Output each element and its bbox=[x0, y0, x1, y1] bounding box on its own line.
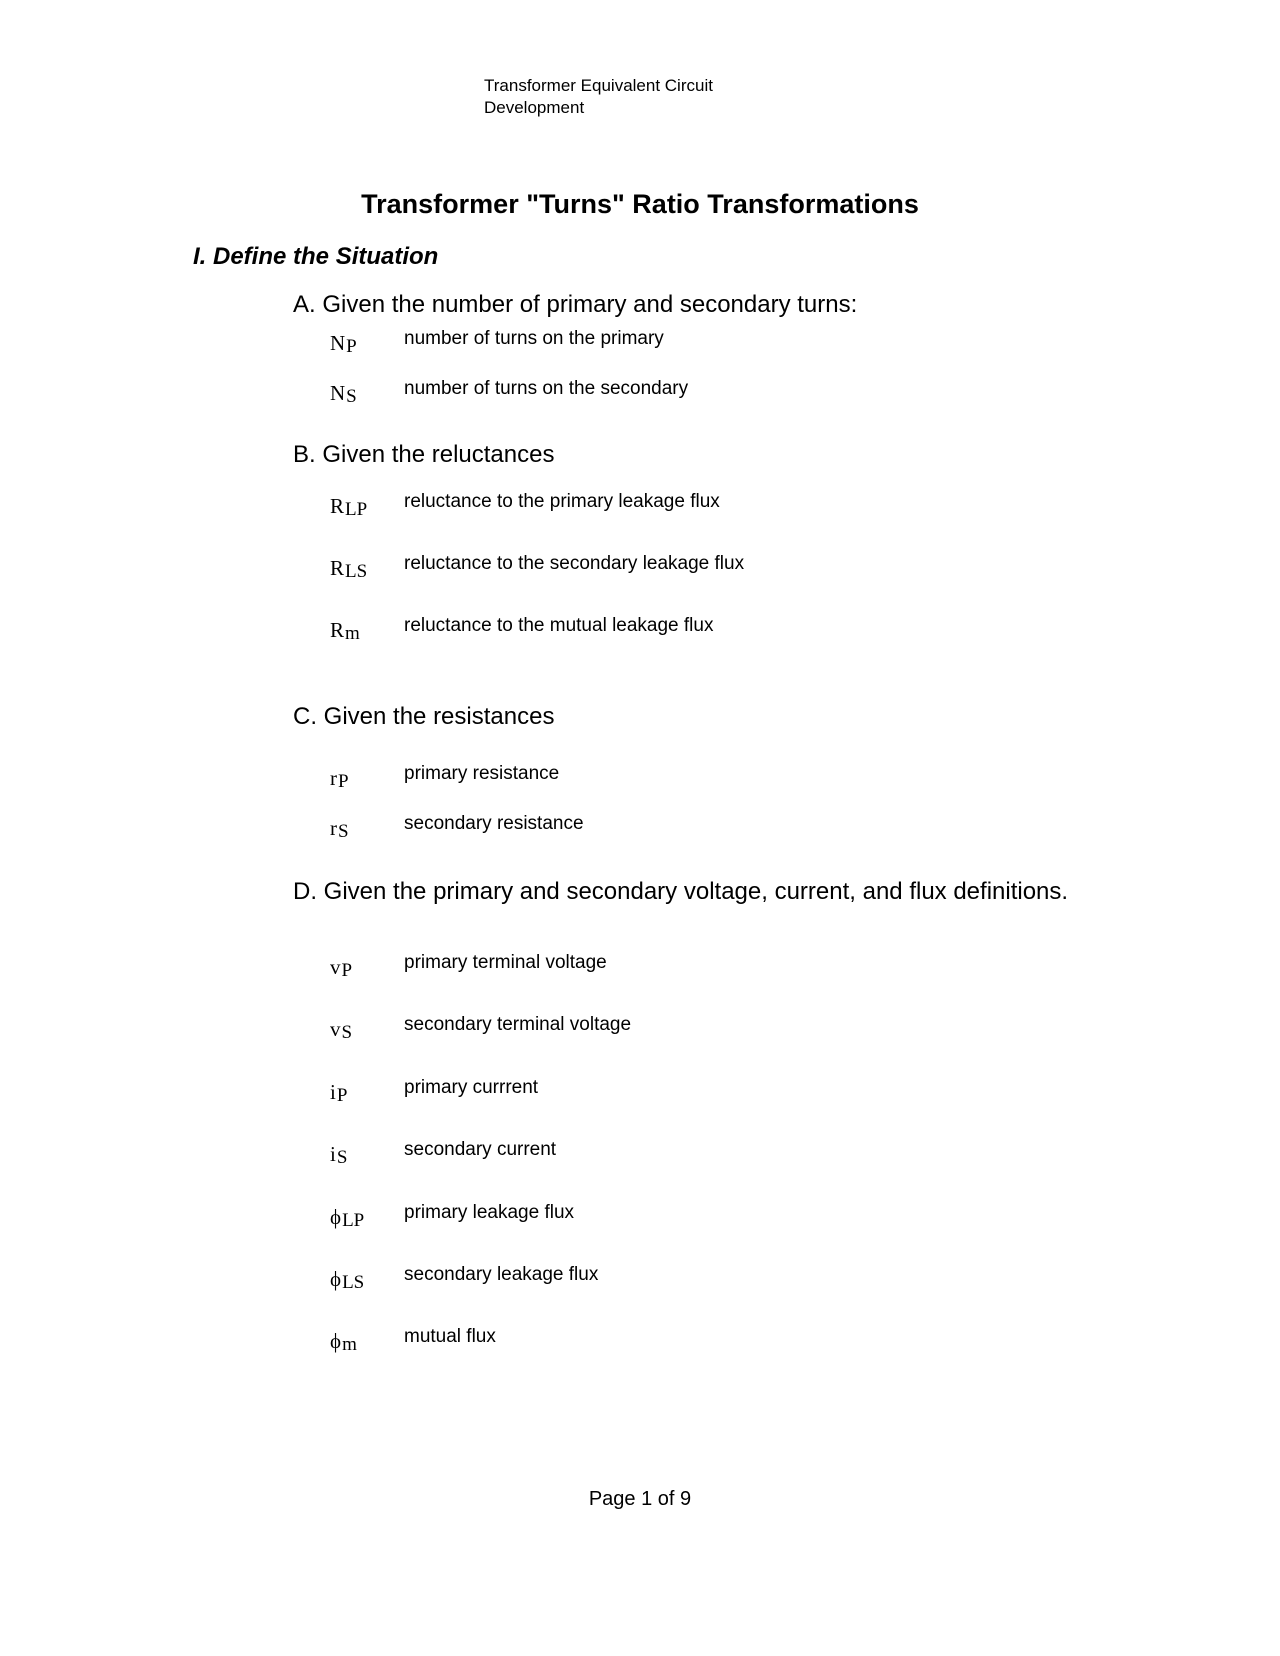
definition-text: mutual flux bbox=[404, 1326, 496, 1347]
definition-text: primary resistance bbox=[404, 763, 560, 784]
definition-text: primary leakage flux bbox=[404, 1202, 575, 1223]
definition-text: reluctance to the primary leakage flux bbox=[404, 491, 720, 512]
symbol: $v_P$ bbox=[330, 955, 353, 981]
symbol: $r_S$ bbox=[330, 816, 349, 842]
heading-given-reluctances: B. Given the reluctances bbox=[293, 441, 555, 468]
symbol: $i_P$ bbox=[330, 1080, 348, 1106]
section-heading: I. Define the Situation bbox=[193, 243, 439, 270]
definition-text: number of turns on the secondary bbox=[404, 378, 689, 399]
definition-text: primary currrent bbox=[404, 1077, 539, 1098]
document-header bbox=[484, 75, 713, 119]
symbol: $v_S$ bbox=[330, 1017, 353, 1043]
page-title: Transformer "Turns" Ratio Transformations bbox=[361, 189, 919, 219]
symbol: $\phi_{LS}$ bbox=[330, 1267, 365, 1293]
symbol: $N_P$ bbox=[330, 331, 357, 357]
heading-given-turns: A. Given the number of primary and secondary turns: bbox=[293, 291, 858, 318]
header-line-1: Transformer Equivalent Circuit bbox=[484, 76, 713, 95]
definition-text: number of turns on the primary bbox=[404, 328, 664, 349]
definition-text: secondary resistance bbox=[404, 813, 584, 834]
symbol: $N_S$ bbox=[330, 381, 357, 407]
symbol: $\phi_m$ bbox=[330, 1329, 357, 1355]
header-line-2: Development bbox=[484, 98, 585, 117]
definition-text: secondary terminal voltage bbox=[404, 1014, 632, 1035]
symbol: $r_P$ bbox=[330, 766, 349, 792]
heading-given-resistances: C. Given the resistances bbox=[293, 703, 555, 730]
definition-text: reluctance to the mutual leakage flux bbox=[404, 615, 714, 636]
symbol: $R_m$ bbox=[330, 618, 360, 644]
symbol: $\phi_{LP}$ bbox=[330, 1205, 365, 1231]
definition-text: secondary leakage flux bbox=[404, 1264, 599, 1285]
symbol: $i_S$ bbox=[330, 1142, 348, 1168]
definition-text: secondary current bbox=[404, 1139, 557, 1160]
definition-text: reluctance to the secondary leakage flux bbox=[404, 553, 745, 574]
page-number: Page 1 of 9 bbox=[588, 1488, 692, 1510]
symbol: $R_{LP}$ bbox=[330, 494, 368, 520]
definition-text: primary terminal voltage bbox=[404, 952, 607, 973]
heading-given-definitions: D. Given the primary and secondary voltage, current, and flux definitions. bbox=[293, 878, 1069, 905]
symbol: $R_{LS}$ bbox=[330, 556, 368, 582]
